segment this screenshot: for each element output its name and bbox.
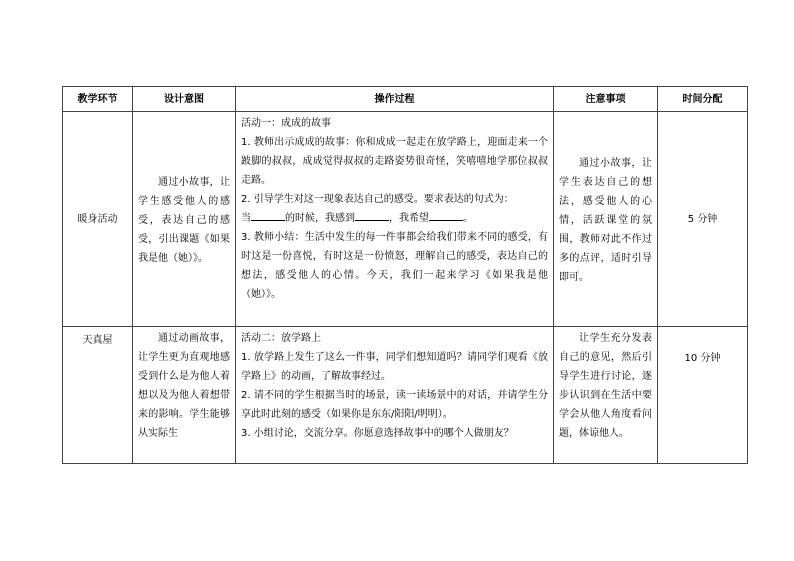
stage-label: 天真屋	[82, 335, 113, 346]
notes-text: 通过小故事，让学生表达自己的想法，感受他人的心情，活跃课堂的氛围，教师对此不作过多的点评，适时引导即可。	[559, 157, 652, 283]
fill-blank-1	[251, 209, 285, 221]
process-step-3: 3. 小组讨论，交流分享。你愿意选择故事中的哪个人做朋友？	[241, 428, 514, 439]
intent-text: 通过小故事，让学生感受他人的感受，表达自己的感受，引出课题《如果我是他（她）》。	[138, 176, 230, 264]
intent-cell	[133, 327, 236, 464]
sentence-mid-1: 的时候，我感到	[285, 213, 355, 224]
process-step-2: 2. 请不同的学生根据当时的场景，读一读场景中的对话，并请学生分享此时此刻的感受（如果你是东东/阳阳/明明）。	[241, 390, 548, 420]
process-step-2: 2. 引导学生对这一现象表达自己的感受。要求表达的句式为：	[241, 194, 514, 205]
stage-label: 暖身活动	[77, 213, 118, 225]
header-time: 时间分配	[658, 87, 748, 112]
table-row	[63, 112, 748, 327]
process-title: 活动一：成成的故事	[241, 118, 331, 129]
sentence-mid-2: ，我希望	[389, 213, 429, 224]
time-cell	[658, 327, 748, 464]
stage-cell	[63, 327, 133, 464]
notes-cell	[554, 112, 658, 327]
process-title: 活动二：放学路上	[241, 333, 321, 344]
header-stage: 教学环节	[63, 87, 133, 112]
header-row	[63, 87, 748, 112]
sentence-end: 。	[463, 213, 473, 224]
intent-text: 通过动画故事，让学生更为直观地感受到什么是为他人着想以及为他人着想带来的影响。学生能够从实际生	[138, 333, 230, 439]
header-intent: 设计意图	[133, 87, 236, 112]
stage-cell	[63, 112, 133, 327]
sentence-prefix: 当	[241, 213, 251, 224]
process-step-3: 3. 教师小结：生活中发生的每一件事都会给我们带来不同的感受，有时这是一份喜悦，有时这是一份愤怒，理解自己的感受，表达自己的想法，感受他人的心情。今天，我们一起来学习《如果我是他（她）》。	[241, 232, 548, 300]
fill-blank-3	[429, 209, 463, 221]
lesson-plan-table	[62, 86, 748, 464]
notes-cell	[554, 327, 658, 464]
time-cell	[658, 112, 748, 327]
process-step-1: 1. 教师出示成成的故事：你和成成一起走在放学路上，迎面走来一个跛脚的叔叔，成成觉得叔叔的走路姿势很奇怪，笑嘻嘻地学那位叔叔走路。	[241, 137, 548, 186]
time-value: 5 分钟	[687, 213, 718, 225]
process-step-1: 1. 放学路上发生了这么一件事，同学们想知道吗？请同学们观看《放学路上》的动画，了解故事经过。	[241, 352, 548, 382]
header-process: 操作过程	[236, 87, 554, 112]
time-value: 10 分钟	[684, 353, 721, 364]
header-notes: 注意事项	[554, 87, 658, 112]
notes-text: 让学生充分发表自己的意见，然后引导学生进行讨论，逐步认识到在生活中要学会从他人角度看问题，体谅他人。	[559, 333, 652, 439]
process-step-2-sentence	[241, 209, 548, 228]
table-row	[63, 327, 748, 464]
fill-blank-2	[355, 209, 389, 221]
process-cell	[236, 327, 554, 464]
intent-cell	[133, 112, 236, 327]
process-cell	[236, 112, 554, 327]
